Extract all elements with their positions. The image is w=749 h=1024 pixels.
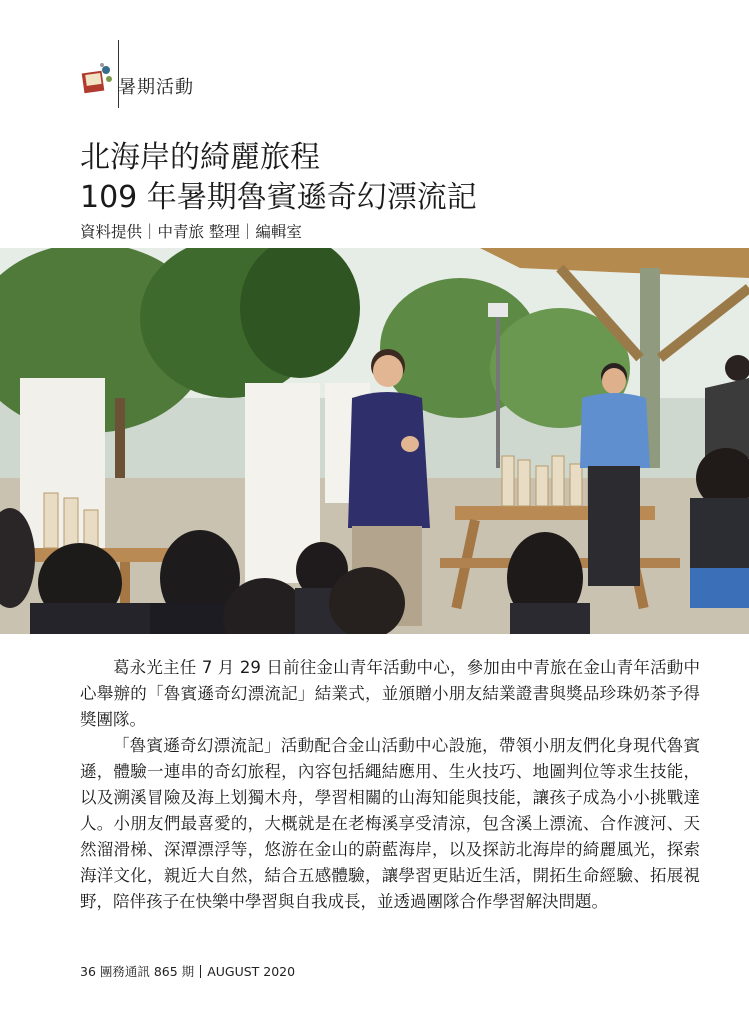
title-line-2: 109 年暑期魯賓遜奇幻漂流記 xyxy=(80,180,477,215)
article-title xyxy=(80,138,477,218)
section-logo-icon xyxy=(80,62,114,96)
article-photo xyxy=(0,248,749,634)
paragraph-1: 葛永光主任 7 月 29 日前往金山青年活動中心，參加由中青旅在金山青年活動中心舉辦的「魯賓遜奇幻漂流記」結業式，並頒贈小朋友結業證書與獎品珍珠奶茶予得獎團隊。 xyxy=(80,658,700,729)
section-tag xyxy=(80,40,280,110)
article-body xyxy=(80,655,700,915)
page-footer xyxy=(80,962,295,980)
footer-page-info: 36 團務通訊 865 期 xyxy=(80,964,195,979)
title-line-1: 北海岸的綺麗旅程 xyxy=(80,140,320,175)
section-label: 暑期活動 xyxy=(118,77,194,98)
paragraph-2: 「魯賓遜奇幻漂流記」活動配合金山活動中心設施，帶領小朋友們化身現代魯賓遜，體驗一連串的奇幻旅程，內容包括繩結應用、生火技巧、地圖判位等求生技能，以及溯溪冒險及海上划獨木舟，學習相關的山海知能與技能，讓孩子成為小小挑戰達人。小朋友們最喜愛的，大概就是在老梅溪享受清涼，包含溪上漂流、合作渡河、天然溜滑梯、深潭漂浮等，悠游在金山的蔚藍海岸，以及探訪北海岸的綺麗風光，探索海洋文化，親近大自然，結合五感體驗，讓學習更貼近生活，開拓生命經驗、拓展視野，陪伴孩子在快樂中學習與自我成長，並透過團隊合作學習解決問題。 xyxy=(80,736,700,911)
footer-date: AUGUST 2020 xyxy=(207,964,296,979)
event-photo xyxy=(0,248,749,634)
footer-divider xyxy=(200,965,201,978)
article-credits: 資料提供｜中青旅 整理｜編輯室 xyxy=(80,223,302,241)
